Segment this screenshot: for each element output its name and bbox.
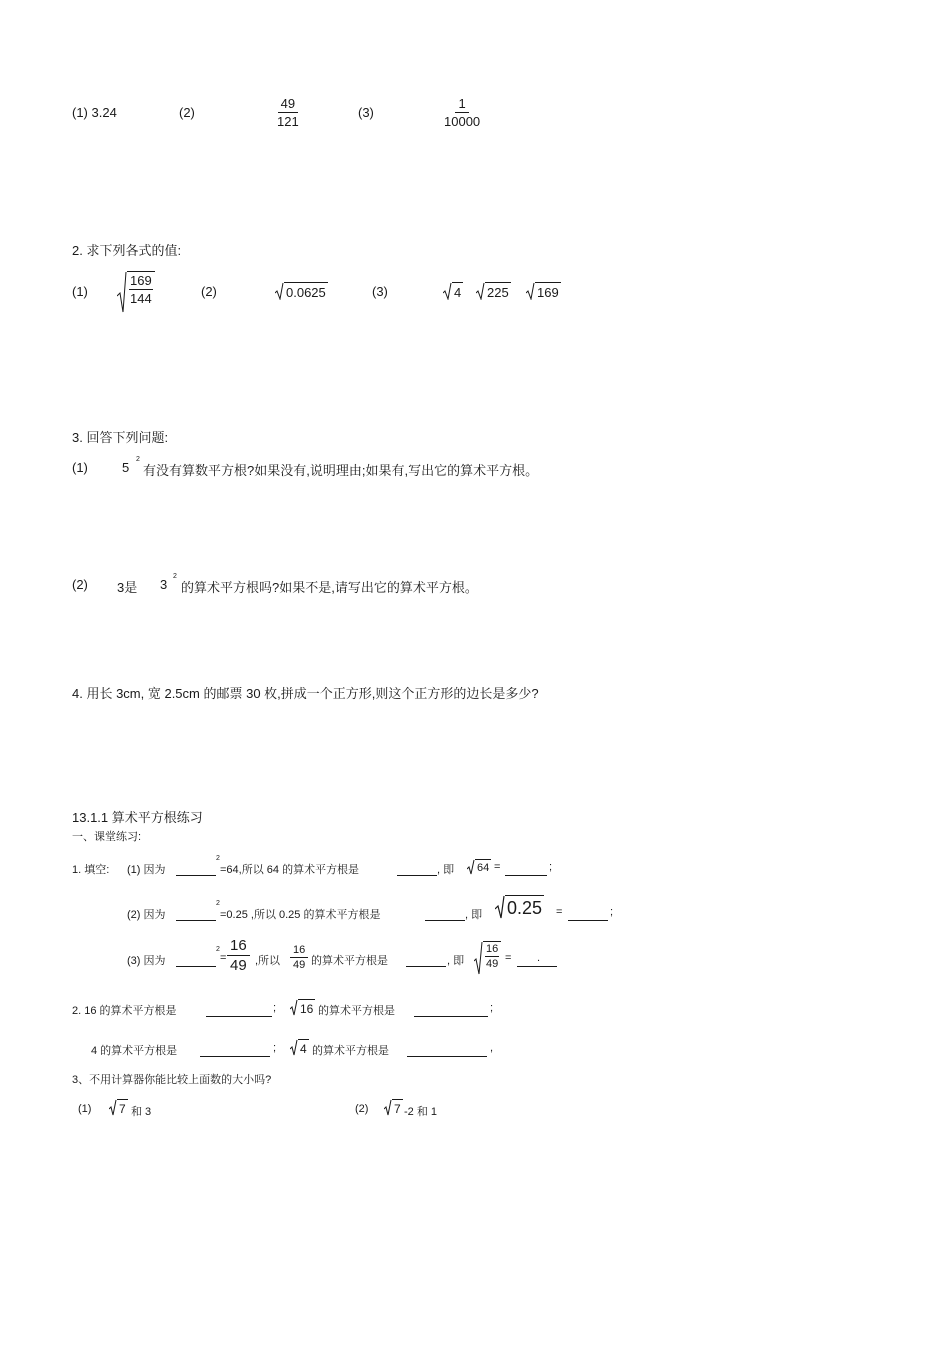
sqrt-169 — [526, 282, 561, 300]
radicand: 169 — [535, 282, 561, 300]
fill-r1-blank-2[interactable] — [397, 874, 437, 876]
radicand-numerator: 16 — [486, 943, 499, 955]
radical-sign-icon — [476, 282, 485, 300]
sqrt-fraction-169-144 — [117, 271, 155, 313]
fill-r3-text: 的算术平方根是 — [311, 955, 388, 967]
q3-part1-label: (1) — [72, 460, 88, 475]
fill-r3-blank-2[interactable] — [406, 965, 446, 967]
practice-subheading: 一、课堂练习: — [72, 831, 142, 843]
fill-r1-exponent: 2 — [216, 855, 220, 862]
q2-title: 2. 求下列各式的值: — [72, 243, 182, 258]
item-3-label: (3) — [358, 105, 374, 120]
sqrt-4 — [443, 282, 463, 300]
radical-sign-icon — [290, 1039, 298, 1056]
fill-r1-label: (1) 因为 — [127, 864, 166, 876]
radical-sign-icon — [275, 282, 284, 300]
practice-q2-r1-text: 2. 16 的算术平方根是 — [72, 1005, 177, 1017]
sqrt-7-second — [384, 1099, 403, 1116]
sqrt-0.25 — [495, 895, 544, 919]
fraction-numerator: 49 — [278, 96, 298, 113]
fill-r2-label: (2) 因为 — [127, 909, 166, 921]
radicand: 7 — [117, 1099, 128, 1116]
semicolon: ; — [273, 1042, 277, 1054]
fill-r2-text: =0.25 ,所以 0.25 的算术平方根是 — [220, 909, 381, 921]
fill-r2-blank-2[interactable] — [425, 919, 465, 921]
radicand: 4 — [298, 1039, 309, 1056]
radical-sign-icon — [443, 282, 452, 300]
fill-r3-label: (3) 因为 — [127, 955, 166, 967]
q3-part2-label: (2) — [72, 577, 88, 592]
fill-r1-ji: , 即 — [437, 864, 455, 876]
item-2-label: (2) — [179, 105, 195, 120]
radicand: 16 — [298, 999, 315, 1016]
radical-sign-icon — [467, 859, 475, 875]
equals-sign: = — [505, 952, 512, 964]
sqrt-16 — [290, 999, 315, 1016]
sqrt-225 — [476, 282, 511, 300]
comma: , — [490, 1042, 494, 1054]
practice-q3-p1-text: 和 3 — [131, 1106, 152, 1118]
radicand: 225 — [485, 282, 511, 300]
fraction-numerator: 16 — [290, 944, 308, 958]
sqrt-4-small — [290, 1039, 309, 1056]
q3-part2-text: 的算术平方根吗?如果不是,请写出它的算术平方根。 — [181, 580, 478, 595]
fraction-1-10000 — [441, 96, 483, 129]
fill-r1-blank-3[interactable] — [505, 874, 547, 876]
fill-r1-text: =64,所以 64 的算术平方根是 — [220, 864, 360, 876]
practice-q3-p1-label: (1) — [78, 1103, 92, 1115]
practice-q2-r1-desc: 的算术平方根是 — [318, 1005, 395, 1017]
fill-r2-blank-1[interactable] — [176, 919, 216, 921]
radicand: 7 — [392, 1099, 403, 1116]
fill-r3-ji: , 即 — [447, 955, 465, 967]
fraction-denominator: 49 — [230, 957, 247, 974]
radicand: 4 — [452, 282, 463, 300]
fill-r1-blank-1[interactable] — [176, 874, 216, 876]
q4-text: 4. 用长 3cm, 宽 2.5cm 的邮票 30 枚,拼成一个正方形,则这个正方形的边长是多少? — [72, 686, 539, 701]
fill-label: 1. 填空: — [72, 864, 110, 876]
practice-q2-r1-blank-1[interactable] — [206, 1015, 272, 1017]
q3-part1-exponent: 2 — [136, 456, 140, 463]
fill-r3-blank-1[interactable] — [176, 965, 216, 967]
radical-sign-icon — [526, 282, 535, 300]
radicand: 64 — [475, 859, 491, 875]
radicand: 0.25 — [505, 895, 544, 919]
practice-q2-r2-blank-1[interactable] — [200, 1055, 270, 1057]
practice-q3-p2-label: (2) — [355, 1103, 369, 1115]
practice-heading: 13.1.1 算术平方根练习 — [72, 810, 203, 825]
q3-part2-a: 3是 — [117, 580, 138, 595]
equals-sign: = — [220, 952, 227, 964]
fill-r3-so: ,所以 — [255, 955, 281, 967]
item-1-label: (1) 3.24 — [72, 105, 117, 120]
fill-r2-exponent: 2 — [216, 900, 220, 907]
semicolon: ; — [549, 861, 553, 873]
practice-q2-r1-blank-2[interactable] — [414, 1015, 488, 1017]
semicolon: ; — [273, 1002, 277, 1014]
fill-r3-blank-3[interactable] — [517, 965, 557, 967]
equals-sign: = — [556, 906, 563, 918]
semicolon: ; — [490, 1002, 494, 1014]
radical-sign-icon — [290, 999, 298, 1016]
fill-r2-blank-3[interactable] — [568, 919, 608, 921]
practice-q3-p2-text: -2 和 1 — [404, 1106, 438, 1118]
q3-title: 3. 回答下列问题: — [72, 430, 169, 445]
radical-sign-icon — [495, 895, 505, 919]
q2-part1-label: (1) — [72, 284, 88, 299]
radicand-numerator: 169 — [130, 273, 152, 288]
radical-sign-icon — [384, 1099, 392, 1116]
radicand-denominator: 49 — [486, 958, 499, 970]
fraction-numerator: 1 — [455, 96, 468, 113]
period: . — [537, 952, 541, 964]
fraction-denominator: 10000 — [444, 114, 481, 129]
radical-sign-icon — [117, 271, 127, 313]
q3-part1-text: 有没有算数平方根?如果没有,说明理由;如果有,写出它的算术平方根。 — [143, 463, 539, 478]
q2-part2-label: (2) — [201, 284, 217, 299]
fill-r3-exponent: 2 — [216, 946, 220, 953]
q3-part2-exponent: 2 — [173, 573, 177, 580]
practice-q2-r2-blank-2[interactable] — [407, 1055, 487, 1057]
q2-part3-label: (3) — [372, 284, 388, 299]
radicand: 0.0625 — [284, 282, 328, 300]
radical-sign-icon — [109, 1099, 117, 1116]
radical-sign-icon — [474, 941, 483, 975]
fraction-49-121 — [274, 96, 302, 129]
sqrt-64 — [467, 859, 491, 875]
equals-sign: = — [494, 861, 501, 873]
sqrt-0.0625 — [275, 282, 328, 300]
fraction-denominator: 49 — [293, 959, 306, 971]
sqrt-fraction-16-49 — [474, 941, 501, 975]
fill-r2-ji: , 即 — [465, 909, 483, 921]
practice-q2-r2-desc: 的算术平方根是 — [312, 1045, 389, 1057]
fraction-16-49-small — [290, 944, 308, 971]
radicand-denominator: 144 — [130, 291, 152, 306]
practice-q3-title: 3、不用计算器你能比较上面数的大小吗? — [72, 1074, 272, 1086]
practice-q2-r2-text: 4 的算术平方根是 — [91, 1045, 178, 1057]
semicolon: ; — [610, 906, 614, 918]
fraction-denominator: 121 — [277, 114, 299, 129]
sqrt-7 — [109, 1099, 128, 1116]
fraction-numerator: 16 — [227, 937, 250, 956]
fraction-16-49 — [227, 937, 250, 974]
q3-part1-base: 5 — [122, 460, 130, 475]
q3-part2-base: 3 — [160, 577, 168, 592]
